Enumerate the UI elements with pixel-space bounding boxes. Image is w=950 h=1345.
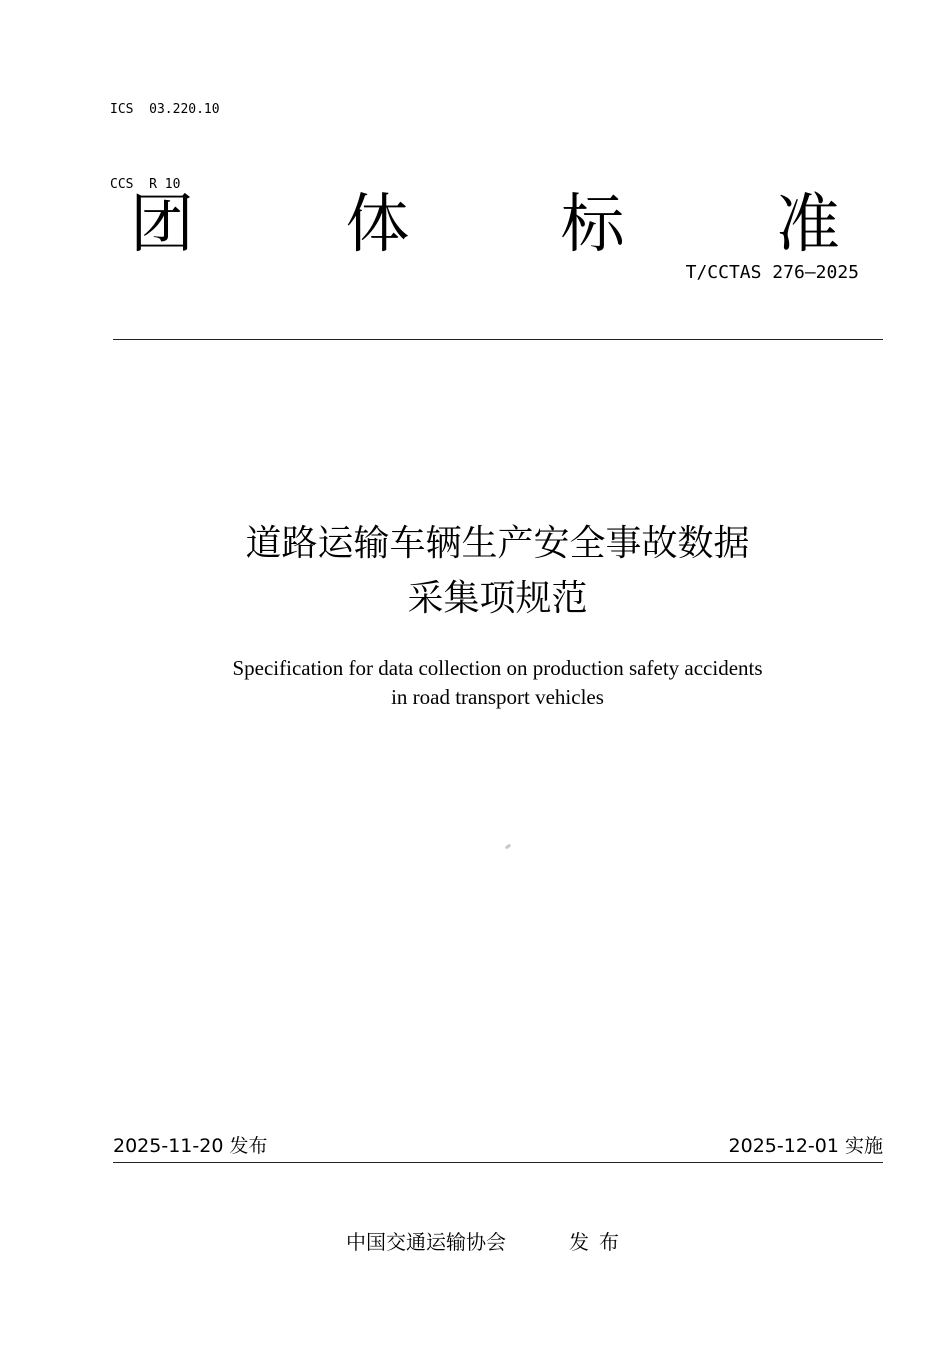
- english-title: [100, 654, 895, 712]
- ics-code: ICS 03.220.10: [110, 102, 220, 117]
- standard-type-title: [130, 185, 840, 265]
- ccs-code: CCS R 10: [110, 177, 181, 192]
- standard-type-char: 体: [345, 188, 410, 262]
- issue-date: 2025-11-20 发布: [113, 1135, 268, 1157]
- standard-type-char: 准: [775, 188, 840, 262]
- publisher-name: 中国交通运输协会: [346, 1230, 506, 1254]
- publish-label: 发布: [569, 1230, 629, 1254]
- standard-type-char: 团: [130, 188, 194, 262]
- english-title-line: Specification for data collection on production safety accidents: [232, 656, 763, 680]
- chinese-title-line: 道路运输车辆生产安全事故数据: [245, 523, 750, 564]
- scan-speck: [505, 844, 512, 850]
- bottom-divider: [113, 1162, 883, 1163]
- chinese-title: [100, 516, 895, 626]
- top-divider: [113, 339, 883, 340]
- standard-type-char: 标: [560, 188, 625, 262]
- english-title-line: in road transport vehicles: [391, 685, 604, 709]
- chinese-title-line: 采集项规范: [407, 578, 588, 619]
- standard-number: T/CCTAS 276—2025: [685, 262, 859, 283]
- implementation-date: 2025-12-01 实施: [728, 1135, 883, 1157]
